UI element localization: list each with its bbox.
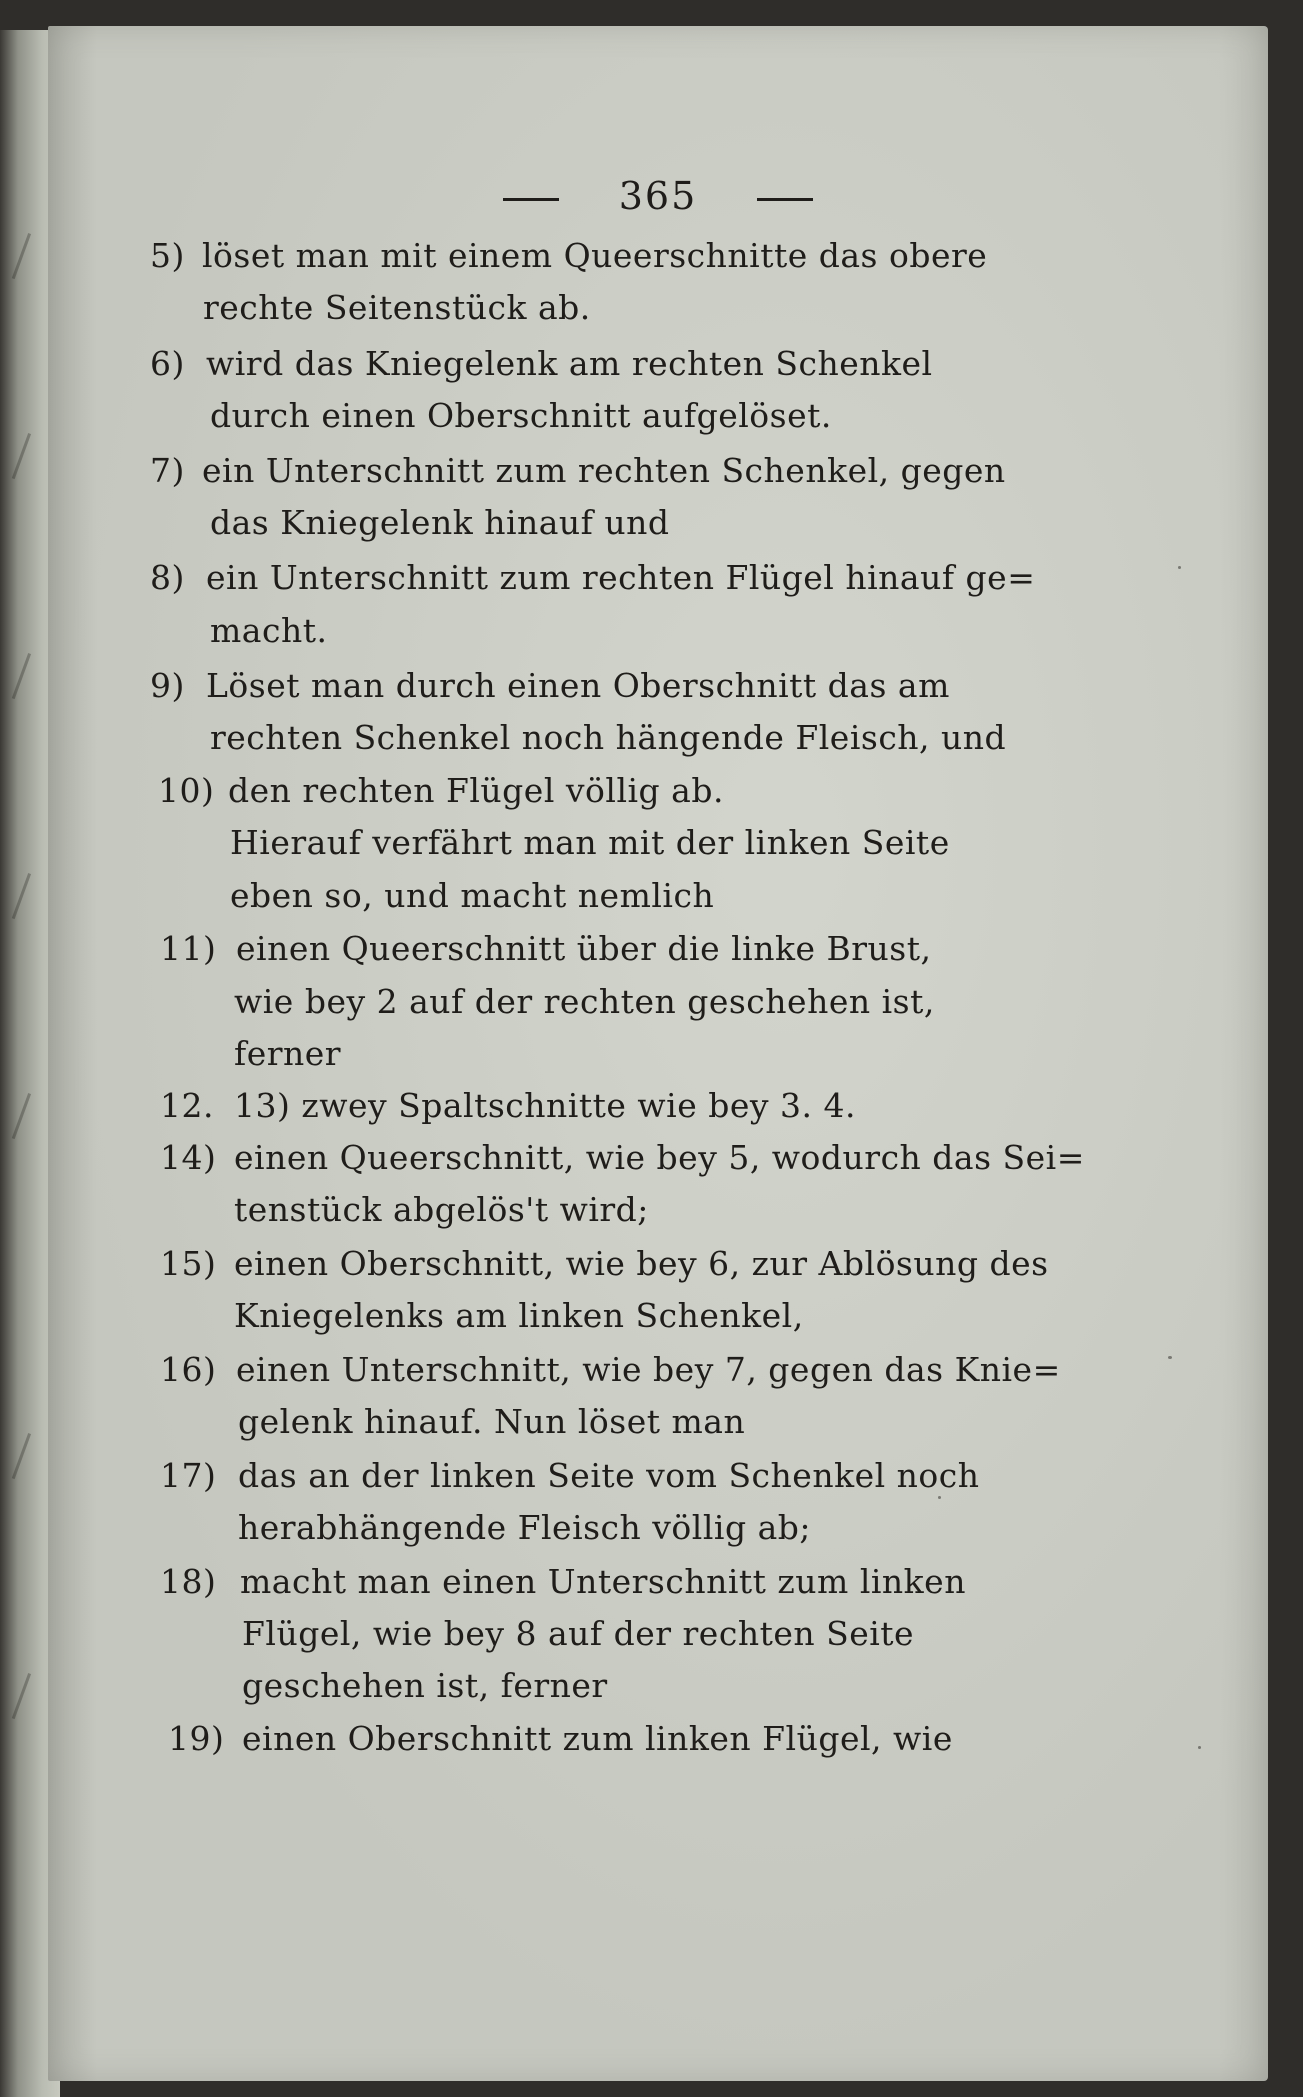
text-line	[158, 771, 724, 810]
bleed-mark	[12, 1433, 44, 1484]
text-line	[160, 1138, 1085, 1177]
line-text: macht.	[210, 611, 328, 650]
text-line	[150, 236, 987, 275]
text-line	[160, 929, 931, 968]
text-line	[210, 396, 832, 435]
page-text	[48, 26, 1268, 2081]
line-text: eben so, und macht nemlich	[230, 876, 715, 915]
text-line	[234, 1296, 804, 1335]
line-text: einen Queerschnitt, wie bey 5, wodurch das Sei=	[234, 1138, 1085, 1177]
line-text: löset man mit einem Queerschnitte das obere	[202, 236, 988, 275]
item-number: 9)	[150, 666, 185, 705]
item-number: 14)	[160, 1138, 217, 1177]
text-line	[203, 288, 591, 327]
line-text: einen Oberschnitt zum linken Flügel, wie	[242, 1719, 953, 1758]
line-text: durch einen Oberschnitt aufgelöset.	[210, 396, 832, 435]
item-number: 6)	[150, 344, 185, 383]
line-text: einen Unterschnitt, wie bey 7, gegen das Knie=	[236, 1350, 1061, 1389]
bleed-mark	[12, 873, 44, 924]
text-line	[160, 1350, 1061, 1389]
line-text: 13) zwey Spaltschnitte wie bey 3. 4.	[234, 1086, 856, 1125]
item-number: 12.	[160, 1086, 214, 1125]
text-line	[234, 1190, 649, 1229]
line-text: Kniegelenks am linken Schenkel,	[234, 1296, 804, 1335]
bleed-mark	[12, 233, 44, 284]
text-line	[160, 1244, 1049, 1283]
text-line	[242, 1666, 608, 1705]
page-header	[48, 174, 1268, 218]
item-number: 7)	[150, 451, 185, 490]
text-line	[150, 344, 933, 383]
line-text: den rechten Flügel völlig ab.	[228, 771, 724, 810]
header-dash-right	[757, 198, 813, 201]
text-line	[230, 876, 714, 915]
text-line	[150, 666, 950, 705]
line-text: macht man einen Unterschnitt zum linken	[240, 1562, 966, 1601]
line-text: Löset man durch einen Oberschnitt das am	[206, 666, 950, 705]
header-dash-left	[503, 198, 559, 201]
item-number: 18)	[160, 1562, 217, 1601]
book-page	[48, 26, 1268, 2081]
text-line	[160, 1562, 966, 1601]
line-text: ein Unterschnitt zum rechten Schenkel, gegen	[202, 451, 1006, 490]
line-text: Flügel, wie bey 8 auf der rechten Seite	[242, 1614, 915, 1653]
line-text: rechten Schenkel noch hängende Fleisch, und	[210, 718, 1007, 757]
line-text: einen Oberschnitt, wie bey 6, zur Ablösung des	[234, 1244, 1049, 1283]
item-number: 11)	[160, 929, 217, 968]
line-text: ein Unterschnitt zum rechten Flügel hinauf ge=	[206, 558, 1036, 597]
text-line	[210, 611, 327, 650]
item-number: 19)	[168, 1719, 225, 1758]
line-text: herabhängende Fleisch völlig ab;	[238, 1508, 811, 1547]
text-line	[150, 558, 1035, 597]
bleed-mark	[12, 1093, 44, 1144]
line-text: das Kniegelenk hinauf und	[210, 503, 670, 542]
item-number: 5)	[150, 236, 185, 275]
text-line	[160, 1086, 856, 1125]
line-text: einen Queerschnitt über die linke Brust,	[236, 929, 932, 968]
item-number: 15)	[160, 1244, 217, 1283]
text-line	[168, 1719, 953, 1758]
text-line	[238, 1402, 745, 1441]
text-line	[160, 1456, 980, 1495]
text-line	[242, 1614, 914, 1653]
item-number: 16)	[160, 1350, 217, 1389]
text-line	[210, 503, 670, 542]
line-text: das an der linken Seite vom Schenkel noch	[238, 1456, 980, 1495]
bleed-mark	[12, 1673, 44, 1724]
line-text: Hierauf verfährt man mit der linken Seite	[230, 823, 950, 862]
page-number: 365	[618, 174, 698, 218]
text-line	[234, 1034, 341, 1073]
item-number: 10)	[158, 771, 215, 810]
line-text: wird das Kniegelenk am rechten Schenkel	[206, 344, 933, 383]
text-line	[150, 451, 1006, 490]
line-text: rechte Seitenstück ab.	[203, 288, 591, 327]
line-text: gelenk hinauf. Nun löset man	[238, 1402, 746, 1441]
item-number: 8)	[150, 558, 185, 597]
bleed-mark	[12, 433, 44, 484]
text-line	[210, 718, 1006, 757]
bleed-mark	[12, 653, 44, 704]
line-text: geschehen ist, ferner	[242, 1666, 608, 1705]
text-line	[238, 1508, 811, 1547]
line-text: ferner	[234, 1034, 342, 1073]
line-text: wie bey 2 auf der rechten geschehen ist,	[234, 982, 935, 1021]
text-line	[234, 982, 935, 1021]
item-number: 17)	[160, 1456, 217, 1495]
line-text: tenstück abgelös't wird;	[234, 1190, 649, 1229]
text-line	[230, 823, 950, 862]
